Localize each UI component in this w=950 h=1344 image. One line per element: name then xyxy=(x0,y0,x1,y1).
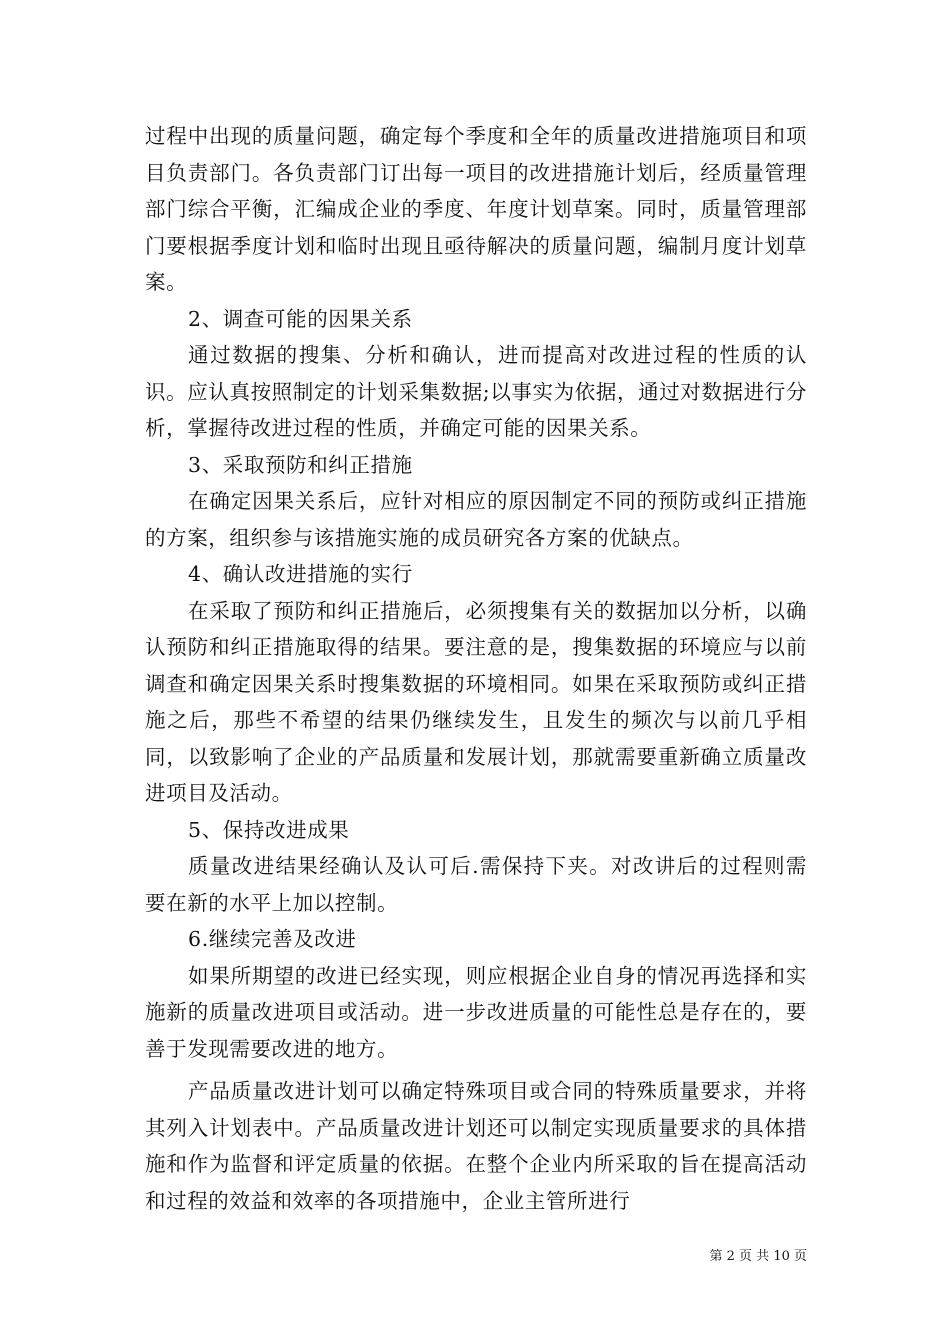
section-heading-3: 3、采取预防和纠正措施 xyxy=(188,452,413,477)
paragraph-section-3: 在确定因果关系后，应针对相应的原因制定不同的预防或纠正措施的方案，组织参与该措施实施的成员研究各方案的优缺点。 xyxy=(145,489,807,550)
paragraph-section-2: 通过数据的搜集、分析和确认，进而提高对改进过程的性质的认识。应认真按照制定的计划采集数据;以事实为依据，通过对数据进行分析，掌握待改进过程的性质，并确定可能的因果关系。 xyxy=(145,343,807,440)
paragraph-section-6: 如果所期望的改进已经实现，则应根据企业自身的情况再选择和实施新的质量改进项目或活动。进一步改进质量的可能性总是存在的，要善于发现需要改进的地方。 xyxy=(145,963,807,1061)
section-heading-6: 6.继续完善及改进 xyxy=(188,927,357,951)
paragraph-section-5: 质量改进结果经确认及认可后.需保持下夹。对改讲后的过程则需要在新的水平上加以控制。 xyxy=(145,854,807,915)
section-heading-2: 2、调查可能的因果关系 xyxy=(188,306,413,331)
section-heading-5: 5、保持改进成果 xyxy=(188,817,350,842)
section-heading-4: 4、确认改进措施的实行 xyxy=(188,562,413,586)
document-body xyxy=(145,118,807,1219)
page-number-footer: 第 2 页 共 10 页 xyxy=(709,1249,807,1264)
paragraph-section-4: 在采取了预防和纠正措施后，必须搜集有关的数据加以分析，以确认预防和纠正措施取得的结果。要注意的是，搜集数据的环境应与以前调查和确定因果关系时搜集数据的环境相同。如果在采取预防或纠正措施之后，那些不希望的结果仍继续发生，且发生的频次与以前几乎相同，以致影响了企业的产品质量和发展计划，那就需要重新确立质量改进项目及活动。 xyxy=(145,598,807,805)
paragraph-continuation: 过程中出现的质量问题，确定每个季度和全年的质量改进措施项目和项目负责部门。各负责部门订出每一项目的改进措施计划后，经质量管理部门综合平衡，汇编成企业的季度、年度计划草案。同时，质量管理部门要根据季度计划和临时出现且亟待解决的质量问题，编制月度计划草案。 xyxy=(145,124,807,294)
paragraph-improvement-plan: 产品质量改进计划可以确定特殊项目或合同的特殊质量要求，并将其列入计划表中。产品质量改进计划还可以制定实现质量要求的具体措施和作为监督和评定质量的依据。在整个企业内所采取的旨在提高活动和过程的效益和效率的各项措施中，企业主管所进行 xyxy=(145,1079,807,1213)
